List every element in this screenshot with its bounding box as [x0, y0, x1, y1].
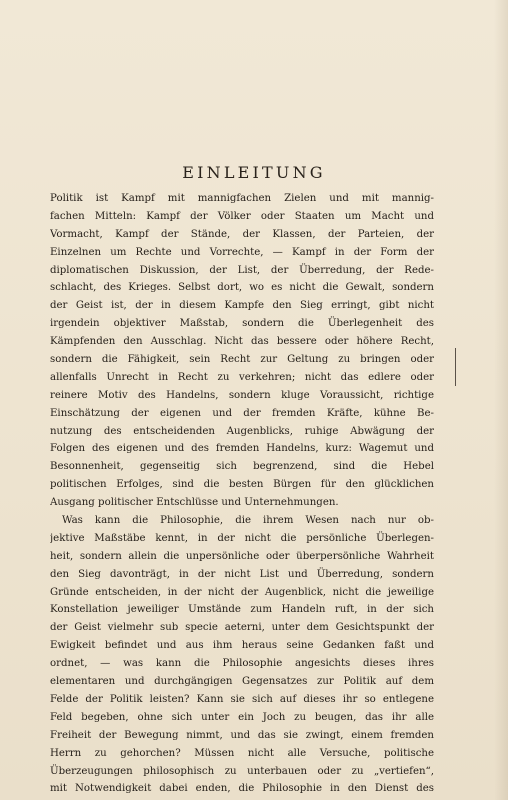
text-line: mit Notwendigkeit dabei enden, die Philosophie in den Dienst des [50, 783, 434, 795]
text-line: ordnet, — was kann die Philosophie angesichts dieses ihres [50, 658, 434, 670]
text-line: sondern die Fähigkeit, sein Recht zur Geltung zu bringen oder [50, 354, 434, 366]
text-line: politischen Erfolges, sind die besten Bürgen für den glücklichen [50, 479, 434, 491]
text-line: den Sieg davonträgt, in der nicht List und Überredung, sondern [50, 568, 434, 580]
text-line: nutzung des entscheidenden Augenblicks, ruhige Abwägung der [50, 425, 434, 437]
text-line: Einschätzung der eigenen und der fremden Kräfte, kühne Be- [50, 407, 434, 419]
margin-pencil-mark [455, 348, 456, 386]
text-line: irgendein objektiver Maßstab, sondern die Überlegenheit des [50, 318, 434, 330]
text-line: Herrn zu gehorchen? Müssen nicht alle Versuche, politische [50, 747, 434, 759]
text-line: Politik ist Kampf mit mannigfachen Zielen und mit mannig- [50, 193, 434, 204]
text-line: elementaren und durchgängigen Gegensatzes zur Politik auf dem [50, 676, 434, 688]
text-line: allenfalls Unrecht in Recht zu verkehren; nicht das edlere oder [50, 371, 434, 383]
text-line: der Geist ist, der in diesem Kampfe den Sieg erringt, gibt nicht [50, 300, 434, 312]
text-line: Kämpfenden den Ausschlag. Nicht das bessere oder höhere Recht, [50, 336, 434, 348]
chapter-title: EINLEITUNG [182, 163, 326, 182]
text-line: Ewigkeit befindet und aus ihm heraus seine Gedanken faßt und [50, 640, 434, 652]
text-line: Ausgang politischer Entschlüsse und Unternehmungen. [50, 497, 339, 509]
text-line: reinere Motiv des Handelns, sondern kluge Voraussicht, richtige [50, 389, 434, 401]
text-line: Konstellation jeweiliger Umstände zum Handeln ruft, in der sich [50, 604, 434, 616]
text-line: heit, sondern allein die unpersönliche oder überpersönliche Wahrheit [50, 550, 434, 562]
text-line: Was kann die Philosophie, die ihrem Wesen nach nur ob- [62, 515, 434, 527]
text-line: Besonnenheit, gegenseitig sich begrenzend, sind die Hebel [50, 461, 434, 473]
text-line: Felde der Politik leisten? Kann sie sich auf dieses ihr so entlegene [50, 693, 434, 705]
text-line: Freiheit der Bewegung nimmt, und das sie zwingt, einem fremden [50, 729, 434, 741]
text-line: Folgen des eigenen und des fremden Handelns, kurz: Wagemut und [50, 443, 434, 455]
text-line: Einzelnen um Rechte und Vorrechte, — Kampf in der Form der [50, 246, 434, 258]
text-line: Feld begeben, ohne sich unter ein Joch zu beugen, das ihr alle [50, 711, 434, 723]
text-line: Vormacht, Kampf der Stände, der Klassen, der Parteien, der [50, 228, 434, 240]
text-line: Gründe entscheiden, in der nicht der Augenblick, nicht die jeweilige [50, 586, 434, 598]
text-line: fachen Mitteln: Kampf der Völker oder Staaten um Macht und [50, 210, 434, 222]
text-line: jektive Maßstäbe kennt, in der nicht die persönliche Überlegen- [50, 532, 434, 544]
body-text [50, 190, 434, 798]
text-line: der Geist vielmehr sub specie aeterni, unter dem Gesichtspunkt der [50, 622, 434, 634]
text-line: schlacht, des Krieges. Selbst dort, wo es nicht die Gewalt, sondern [50, 282, 434, 294]
text-line: diplomatischen Diskussion, der List, der Überredung, der Rede- [50, 264, 434, 276]
text-line: Überzeugungen philosophisch zu unterbauen oder zu „vertiefen“, [50, 765, 434, 777]
